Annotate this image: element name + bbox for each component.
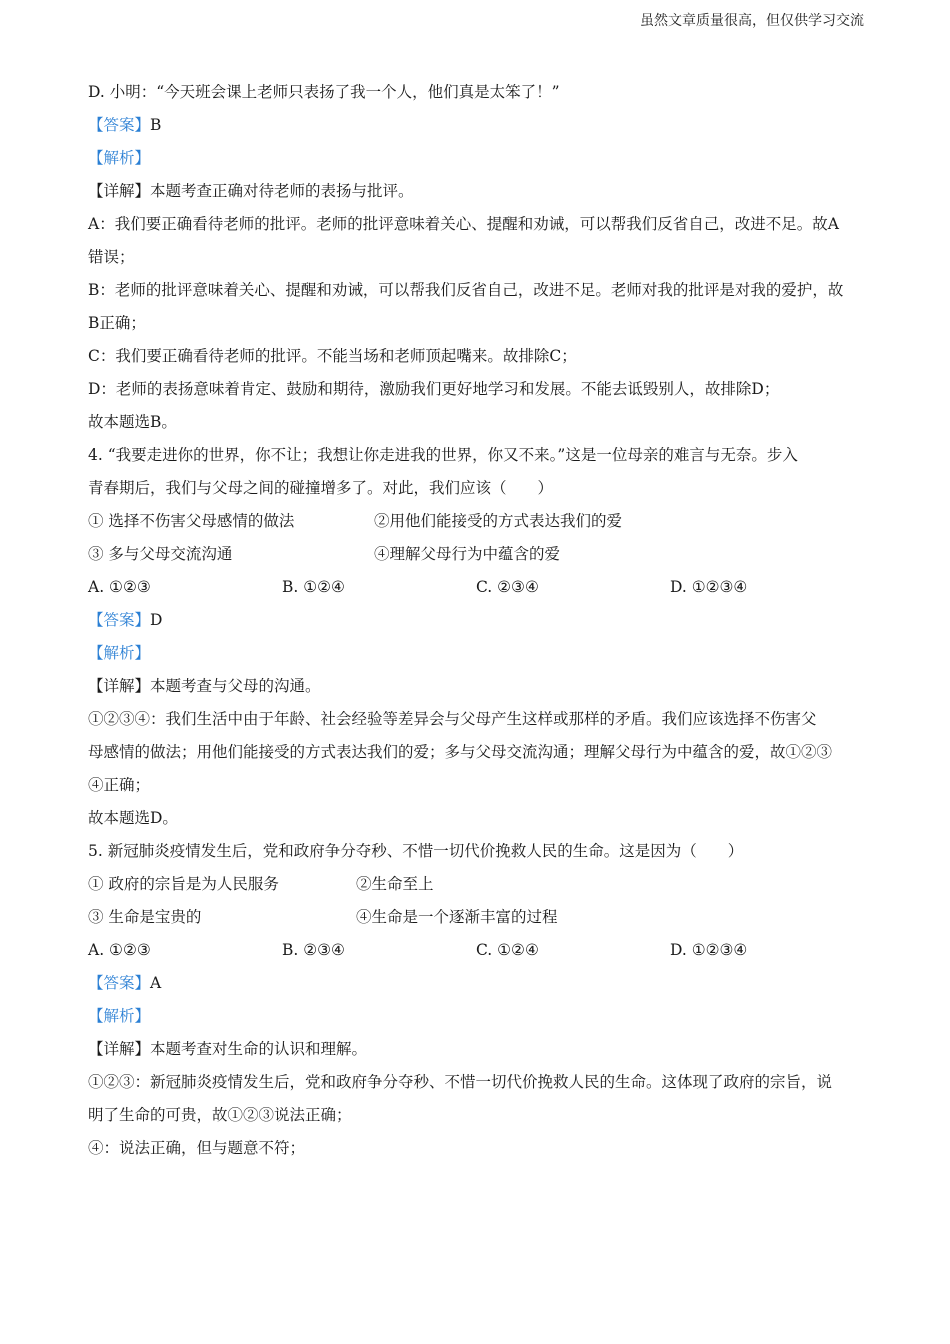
- answer-tag: 【答案】: [88, 974, 151, 992]
- q3-explain-d: D：老师的表扬意味着肯定、鼓励和期待，激励我们更好地学习和发展。不能去诋毁别人，故排除D；: [88, 380, 780, 398]
- q5-explain-2: 明了生命的可贵，故①②③说法正确；: [88, 1106, 352, 1124]
- detail-text: 本题考查对生命的认识和理解。: [150, 1040, 368, 1058]
- detail-tag: 【详解】: [88, 182, 151, 200]
- q3-answer: [88, 109, 878, 142]
- q5-options: [88, 934, 878, 967]
- q5-option-a: A. ①②③: [88, 941, 151, 959]
- answer-value: A: [150, 974, 162, 992]
- q4-item-2: ②用他们能接受的方式表达我们的爱: [374, 512, 623, 530]
- q5-item-2: ②生命至上: [356, 875, 434, 893]
- q3-analysis-tag: 【解析】: [88, 149, 151, 167]
- q4-stem-1: 4. “我要走进你的世界，你不让；我想让你走进我的世界，你又不来。”这是一位母亲的难言与无奈。步入: [88, 446, 798, 464]
- q4-stem-2: 青春期后，我们与父母之间的碰撞增多了。对此，我们应该（ ）: [88, 479, 554, 497]
- q4-item-3: ③ 多与父母交流沟通: [88, 545, 233, 563]
- detail-text: 本题考查正确对待老师的表扬与批评。: [150, 182, 414, 200]
- q3-explain-a-2: 错误；: [88, 248, 135, 266]
- option-d-line: D. 小明：“今天班会课上老师只表扬了我一个人，他们真是太笨了！”: [88, 83, 560, 101]
- q3-explain-b-1: B：老师的批评意味着关心、提醒和劝诫，可以帮我们反省自己，改进不足。老师对我的批评是对我的爱护，故: [88, 281, 844, 299]
- q4-conclusion: 故本题选D。: [88, 809, 178, 827]
- q5-items-row-2: [88, 901, 878, 934]
- q4-analysis-tag: 【解析】: [88, 644, 151, 662]
- q5-analysis-tag: 【解析】: [88, 1007, 151, 1025]
- q4-item-4: ④理解父母行为中蕴含的爱: [374, 545, 561, 563]
- q4-option-a: A. ①②③: [88, 578, 151, 596]
- q4-explain-1: ①②③④：我们生活中由于年龄、社会经验等差异会与父母产生这样或那样的矛盾。我们应该选择不伤害父: [88, 710, 817, 728]
- q5-detail: [88, 1033, 878, 1066]
- q4-option-b: B. ①②④: [282, 578, 345, 596]
- q5-explain-3: ④：说法正确，但与题意不符；: [88, 1139, 306, 1157]
- q3-explain-c: C：我们要正确看待老师的批评。不能当场和老师顶起嘴来。故排除C；: [88, 347, 577, 365]
- answer-value: D: [150, 611, 163, 629]
- q3-explain-b-2: B正确；: [88, 314, 146, 332]
- detail-tag: 【详解】: [88, 677, 151, 695]
- document-body: [88, 76, 878, 1165]
- q4-explain-3: ④正确；: [88, 776, 151, 794]
- q5-option-b: B. ②③④: [282, 941, 345, 959]
- q4-detail: [88, 670, 878, 703]
- q5-item-1: ① 政府的宗旨是为人民服务: [88, 875, 279, 893]
- q4-explain-2: 母感情的做法；用他们能接受的方式表达我们的爱；多与父母交流沟通；理解父母行为中蕴含的爱，故①②③: [88, 743, 833, 761]
- q4-answer: [88, 604, 878, 637]
- q5-option-d: D. ①②③④: [670, 941, 748, 959]
- answer-value: B: [150, 116, 162, 134]
- q4-items-row-2: [88, 538, 878, 571]
- detail-tag: 【详解】: [88, 1040, 151, 1058]
- q5-stem: 5. 新冠肺炎疫情发生后，党和政府争分夺秒、不惜一切代价挽救人民的生命。这是因为（ ）: [88, 842, 744, 860]
- detail-text: 本题考查与父母的沟通。: [150, 677, 321, 695]
- q4-option-c: C. ②③④: [476, 578, 539, 596]
- q5-explain-1: ①②③：新冠肺炎疫情发生后，党和政府争分夺秒、不惜一切代价挽救人民的生命。这体现了政府的宗旨，说: [88, 1073, 833, 1091]
- q4-options: [88, 571, 878, 604]
- q3-explain-a-1: A：我们要正确看待老师的批评。老师的批评意味着关心、提醒和劝诫，可以帮我们反省自己，改进不足。故A: [88, 215, 839, 233]
- q4-item-1: ① 选择不伤害父母感情的做法: [88, 512, 295, 530]
- q5-option-c: C. ①②④: [476, 941, 539, 959]
- q3-detail: [88, 175, 878, 208]
- q3-conclusion: 故本题选B。: [88, 413, 177, 431]
- header-watermark: 虽然文章质量很高，但仅供学习交流: [640, 13, 864, 29]
- answer-tag: 【答案】: [88, 611, 151, 629]
- q4-option-d: D. ①②③④: [670, 578, 748, 596]
- q5-answer: [88, 967, 878, 1000]
- q5-item-4: ④生命是一个逐渐丰富的过程: [356, 908, 558, 926]
- q5-item-3: ③ 生命是宝贵的: [88, 908, 202, 926]
- q5-items-row-1: [88, 868, 878, 901]
- q4-items-row-1: [88, 505, 878, 538]
- answer-tag: 【答案】: [88, 116, 151, 134]
